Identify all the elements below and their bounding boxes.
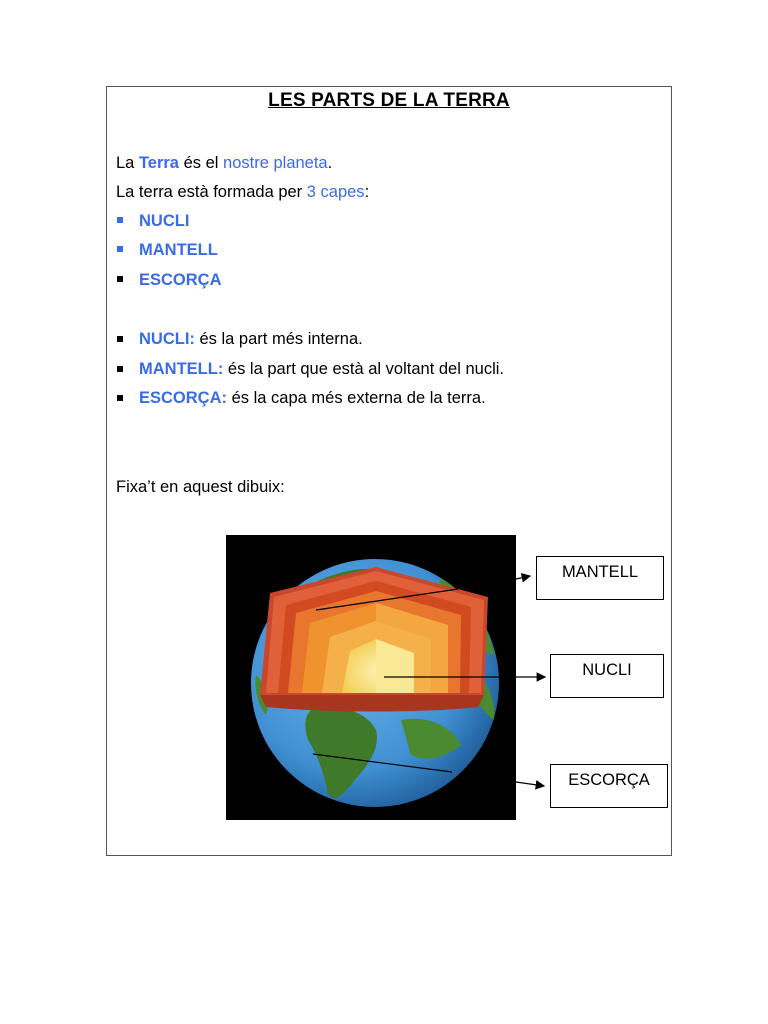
definition-text: és la part que està al voltant del nucli. xyxy=(223,360,504,378)
highlight-terra: Terra xyxy=(138,154,179,172)
intro-line-2 xyxy=(116,183,369,202)
bullet-icon xyxy=(117,395,123,401)
definition-term: NUCLI: xyxy=(139,330,195,348)
intro-text: . xyxy=(327,154,333,172)
intro-text: és el xyxy=(179,154,224,172)
layer-item-escorca: ESCORÇA xyxy=(139,271,222,289)
highlight-planet: nostre planeta xyxy=(223,154,328,172)
bullet-icon xyxy=(117,217,123,223)
earth-cutaway-illustration xyxy=(226,535,516,820)
intro-text: La xyxy=(116,154,139,172)
intro-text: La terra està formada per xyxy=(116,183,307,201)
figure-intro: Fixa’t en aquest dibuix: xyxy=(116,478,285,496)
label-mantell: MANTELL xyxy=(536,556,664,600)
layer-item-mantell: MANTELL xyxy=(139,241,218,259)
bullet-icon xyxy=(117,336,123,342)
intro-text: : xyxy=(364,183,370,201)
definition-term: ESCORÇA: xyxy=(139,389,228,407)
bullet-icon xyxy=(117,276,123,282)
definition-term: MANTELL: xyxy=(139,360,224,378)
bullet-icon xyxy=(117,246,123,252)
definition-escorca xyxy=(139,389,486,408)
label-nucli: NUCLI xyxy=(550,654,664,698)
label-escorca: ESCORÇA xyxy=(550,764,668,808)
definition-text: és la part més interna. xyxy=(194,330,363,348)
highlight-capes: 3 capes xyxy=(306,183,365,201)
definition-text: és la capa més externa de la terra. xyxy=(227,389,486,407)
layer-item-nucli: NUCLI xyxy=(139,212,190,230)
definition-mantell xyxy=(139,360,504,379)
definition-nucli xyxy=(139,330,363,349)
earth-globe-icon xyxy=(226,535,516,820)
intro-line-1 xyxy=(116,154,332,173)
page-title: LES PARTS DE LA TERRA xyxy=(268,90,510,111)
bullet-icon xyxy=(117,366,123,372)
